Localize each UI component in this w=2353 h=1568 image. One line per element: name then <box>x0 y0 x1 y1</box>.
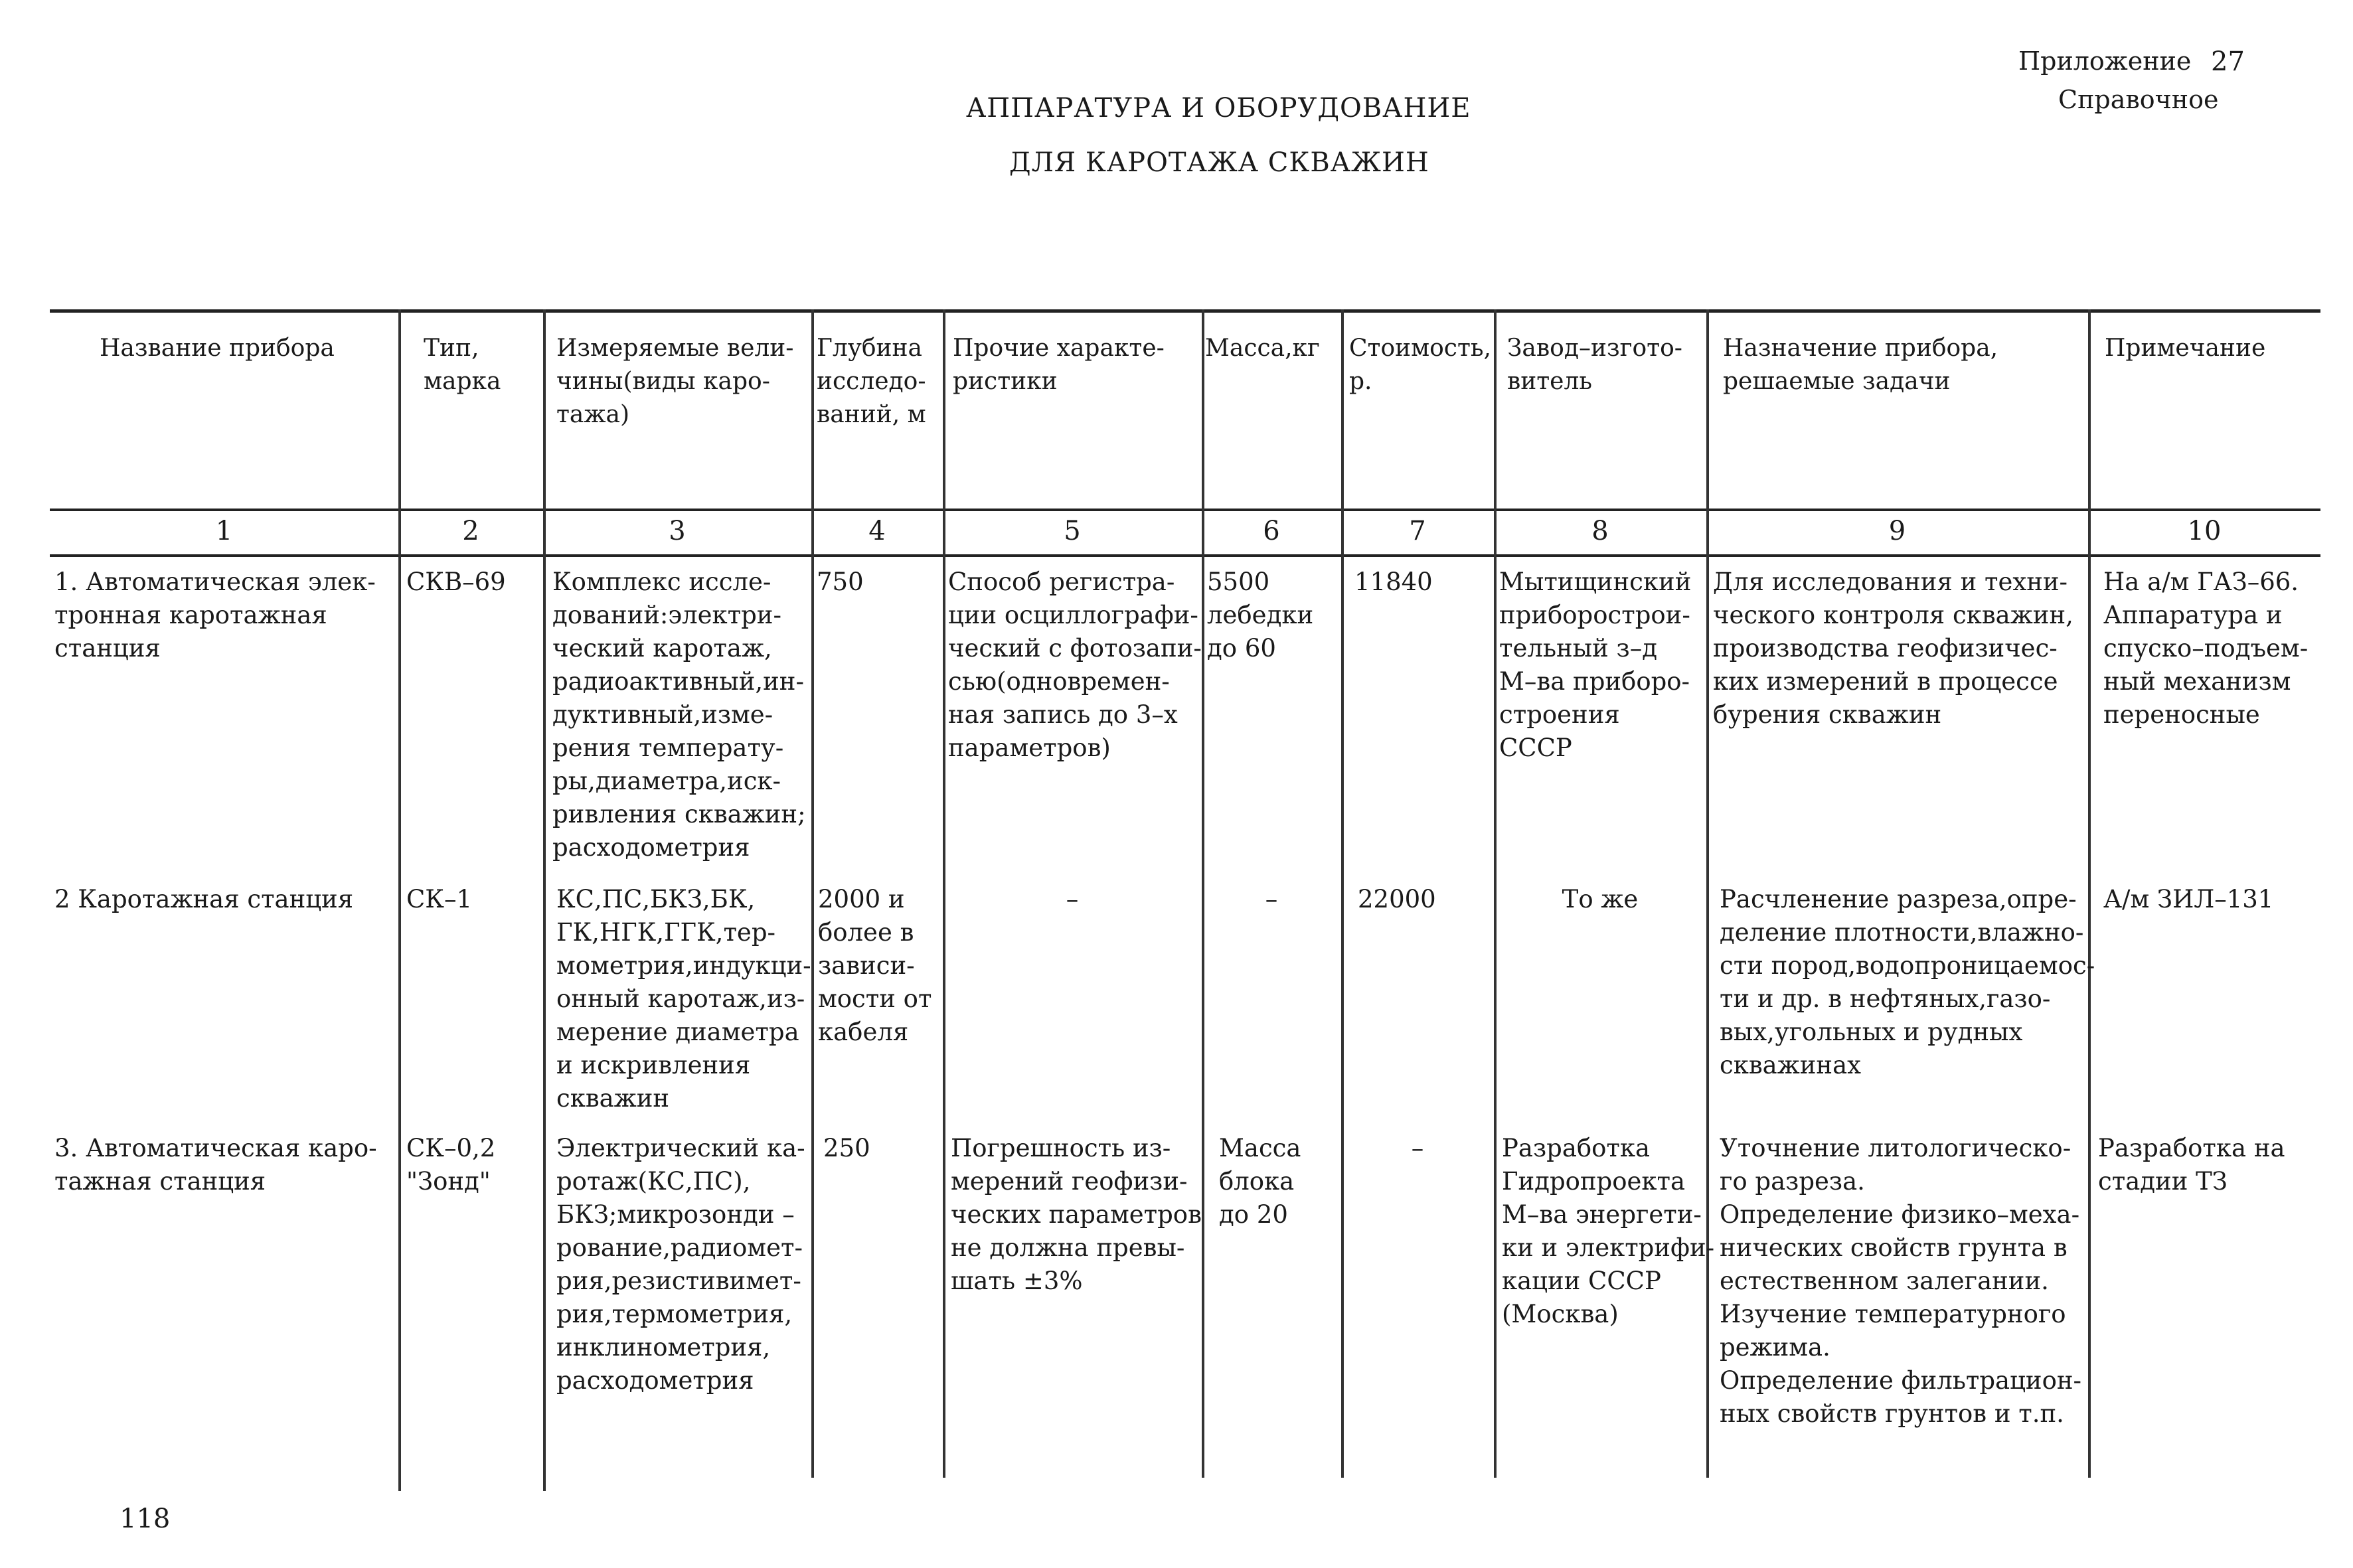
page-title: АППАРАТУРА И ОБОРУДОВАНИЕ <box>966 93 1471 123</box>
row-type: СКВ–69 <box>406 568 506 596</box>
column-number: 5 <box>1064 516 1081 546</box>
row-other-characteristics: Способ регистра- ции осциллографи- ческий с фотозапи- сью(одновремен- ная запись до 3–х параметров) <box>948 568 1202 762</box>
row-measured-values: Комплекс иссле- дований:электри- ческий каротаж, радиоактивный,ин- дуктивный,изме- рения температу- ры,диаметра,иск- ривления скважин; расходометрия <box>552 568 806 862</box>
column-divider <box>398 309 401 1491</box>
header-depth: Глубина исследо- ваний, м <box>817 335 926 428</box>
page-subtitle: ДЛЯ КАРОТАЖА СКВАЖИН <box>1009 147 1429 178</box>
row-note: На а/м ГАЗ–66. Аппаратура и спуско–подъем- ный механизм переносные <box>2103 568 2309 729</box>
column-number: 1 <box>215 516 233 546</box>
row-other-characteristics: Погрешность из- мерений геофизи- ческих параметров не должна превы- шать ±3% <box>951 1134 1202 1295</box>
row-manufacturer: Мытищинский приборострои- тельный з–д М–ва приборо- строения СССР <box>1499 568 1692 762</box>
header-bottom-rule <box>50 509 2320 511</box>
column-divider <box>811 309 814 1478</box>
table-top-rule <box>50 309 2320 313</box>
column-number: 4 <box>868 516 886 546</box>
header-cost: Стоимость, р. <box>1349 335 1491 395</box>
header-note: Примечание <box>2105 335 2266 362</box>
row-device-name: 2 Каротажная станция <box>54 885 354 913</box>
row-cost: 22000 <box>1358 885 1436 913</box>
row-manufacturer: То же <box>1562 885 1639 913</box>
header-type: Тип, марка <box>424 335 501 395</box>
row-mass: – <box>1265 885 1278 913</box>
row-note: А/м ЗИЛ–131 <box>2103 885 2274 913</box>
row-depth: 750 <box>817 568 864 596</box>
column-number: 7 <box>1409 516 1426 546</box>
row-mass: 5500 лебедки до 60 <box>1207 568 1314 663</box>
appendix-label: Приложение <box>2018 46 2192 76</box>
row-purpose: Расчленение разреза,опре- деление плотности,влажно- сти пород,водопроницаемос- ти и др. в нефтяных,газо- вых,угольных и рудных скважинах <box>1720 885 2095 1079</box>
page-number: 118 <box>120 1504 171 1534</box>
header-purpose: Назначение прибора, решаемые задачи <box>1723 335 1998 395</box>
row-other-characteristics: – <box>1066 885 1079 913</box>
row-measured-values: КС,ПС,БКЗ,БК, ГК,НГК,ГГК,тер- мометрия,индукци- онный каротаж,из- мерение диаметра и искривления скважин <box>556 885 811 1113</box>
header-manufacturer: Завод–изгото- витель <box>1507 335 1682 395</box>
header-mass: Масса,кг <box>1205 335 1320 362</box>
numbers-bottom-rule <box>50 554 2320 557</box>
row-purpose: Уточнение литологическо- го разреза. Определение физико–меха- нических свойств грунта в естественном залегании. Изучение температурного режима. Определение фильтрацион- ных свойств грунтов и т.п. <box>1720 1134 2082 1428</box>
header-measured-values: Измеряемые вели- чины(виды каро- тажа) <box>556 335 794 428</box>
column-number: 9 <box>1888 516 1906 546</box>
header-device-name: Название прибора <box>100 335 335 362</box>
row-mass: Масса блока до 20 <box>1219 1134 1301 1229</box>
column-number: 8 <box>1591 516 1609 546</box>
reference-label: Справочное <box>2058 85 2219 114</box>
column-divider <box>543 309 546 1491</box>
row-type: СК–0,2 "Зонд" <box>406 1134 496 1196</box>
row-type: СК–1 <box>406 885 472 913</box>
row-purpose: Для исследования и техни- ческого контроля скважин, производства геофизичес- ких измерений в процессе бурения скважин <box>1713 568 2073 729</box>
appendix-number: 27 <box>2211 46 2245 77</box>
row-depth: 250 <box>823 1134 870 1162</box>
row-device-name: 1. Автоматическая элек- тронная каротажная станция <box>54 568 376 663</box>
column-number: 3 <box>669 516 686 546</box>
row-measured-values: Электрический ка- ротаж(КС,ПС), БКЗ;микрозонди – рование,радиомет- рия,резистивимет- рия,термометрия, инклинометрия, расходометрия <box>556 1134 805 1395</box>
row-device-name: 3. Автоматическая каро- тажная станция <box>54 1134 377 1196</box>
row-manufacturer: Разработка Гидропроекта М–ва энергети- ки и электрифи- кации СССР (Москва) <box>1502 1134 1715 1328</box>
row-note: Разработка на стадии ТЗ <box>2098 1134 2285 1196</box>
header-other-characteristics: Прочие характе- ристики <box>953 335 1165 395</box>
row-cost: – <box>1411 1134 1424 1162</box>
column-number: 6 <box>1263 516 1280 546</box>
row-cost: 11840 <box>1354 568 1433 596</box>
row-depth: 2000 и более в зависи- мости от кабеля <box>818 885 932 1046</box>
column-number: 10 <box>2187 516 2222 546</box>
column-divider <box>1341 309 1344 1478</box>
column-number: 2 <box>462 516 479 546</box>
